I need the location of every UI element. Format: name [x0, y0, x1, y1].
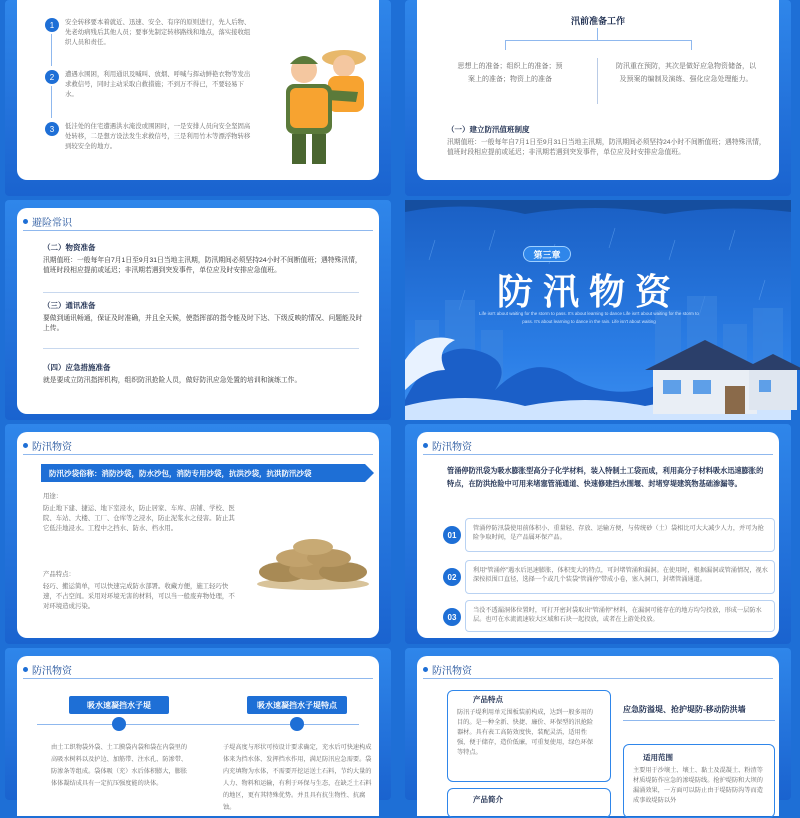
body-emergency: 就是要成立防汛指挥机构，组织防汛抢险人员，做好防汛应急处置的培训和演练工作。: [43, 377, 302, 384]
piping-card: [417, 432, 779, 638]
section-heading: （一）建立防汛值班制度: [447, 125, 530, 134]
divider: [43, 292, 359, 293]
tag-label: 防汛物资: [432, 442, 472, 453]
item-number: 3: [45, 122, 59, 136]
tag-label: 防汛物资: [32, 666, 72, 677]
right-text: 防汛重在预防，其次是做好应急物资储备，以及预案的编制及演练、强化应急处理能力。: [616, 63, 756, 83]
advantage-text: 轻巧、搬运简单，可以快速完成防水部署。收藏方便，施工轻巧快速，不占空间。采用对环境无害的材料，可以当一般废弃物处理，不对环境造成污染。: [43, 583, 235, 610]
item-number: 03: [443, 608, 461, 626]
section-body: 汛期值班：一般每年自7月1日至9月31日当地主汛期，防汛期间必须坚持24小时不间断值班；遇特殊汛情，值班时段相应提前或延迟；非汛期若遇到突发事件，单位应及时安排应急值班。: [447, 139, 766, 156]
section-title: 汛前准备工作: [570, 16, 625, 26]
body-supplies: 汛期值班：一般每年自7月1日至9月31日当地主汛期，防汛期间必须坚持24小时不间断值班；遇特殊汛情，值班时段相应提前或延迟；非汛期若遇到突发事件，单位应及时安排应急值班。: [43, 257, 362, 274]
sandbag-pile-illustration: [253, 532, 373, 592]
safety-card: [17, 208, 379, 414]
advantage-label: 产品特点：: [43, 571, 75, 578]
scope-heading: 适用范围: [643, 753, 673, 762]
tag-underline: [23, 678, 373, 679]
slide-tag: [423, 662, 472, 677]
slide-tag: [23, 438, 72, 453]
vertical-line: [51, 34, 52, 66]
use-label: 用途：: [43, 493, 63, 500]
scope-text: 主要用于沙壤土、壤土、黏土及混凝土、粉渣等材质堤防作应急的渗堤防线。抢护堤防和大坝的漏涌效果，一方面可以防止由于堤防防沟等而造成事故堤防以外: [633, 767, 763, 804]
tag-dot: [23, 219, 28, 224]
divider: [597, 58, 598, 104]
item-text: 当没不透漏洞体位置时，可打开密封袋取出“管涌停”材料，在漏洞可能存在的地方均匀投放，形成一层防水层。也可在水流流速较大区域和石块一起投放，或者在上游处投放。: [473, 607, 762, 623]
body-communication: 要做到通讯畅通，保证及时准确，并且全天候，使指挥部的指令能及时下达、下级反映的情况、问题能及时上传。: [43, 315, 363, 332]
tag-underline: [423, 678, 773, 679]
connector-dot: [112, 717, 126, 731]
item-text: 遭遇水围困，利用通讯及喊叫、放烟、呼喊与挥动鲜艳衣物等发出求救信号，同时主动采取自救措施；不到万不得已，不要轻易下水。: [65, 71, 251, 98]
sandbag-banner: 防汛沙袋俗称：消防沙袋，防水沙包，消防专用沙袋，抗洪沙袋，抗洪防汛沙袋: [41, 464, 365, 482]
left-text: 由土工织物袋外袋、土工膜袋内袋和袋在内袋里的高吸水树料以及护边、加筋带、注水孔、防渗带、防渗条等组成。袋体吸（充）水后体积膨大，膨胀体体凝结成具有一定抗压强度能的块体。: [51, 744, 188, 787]
right-pill: 吸水速凝挡水子堤特点: [247, 696, 347, 714]
tag-dot: [23, 443, 28, 448]
tag-label: 防汛物资: [32, 442, 72, 453]
vertical-line: [51, 86, 52, 118]
item-text: 利用“管涌停”遇水后迅速膨胀，体积变大的特点，可封堵管涌和漏洞。在使用时，根据漏洞或管涌情况，视水深按拟围口直径，选择一个或几个装袋“管涌停”带成小卷，塞入洞口，封堵管涌通道。: [473, 567, 768, 583]
use-text: 防止地下建、捷运、地下室浸水，防止居家、车库、店铺、学校、医院、车站、大楼、工厂、仓库等之浸水，防止泥浆水之侵害。防止其它低洼地浸水。工程中之挡水、防水、档水用。: [43, 505, 235, 532]
connector-dot: [290, 717, 304, 731]
tree-line: [691, 40, 692, 50]
intro-heading: 产品简介: [473, 795, 503, 804]
slide-water-levee: [5, 648, 391, 811]
slide-safety-tips: [5, 200, 391, 420]
left-text: 思想上的准备；组织上的准备；预案上的准备；物资上的准备: [457, 63, 563, 83]
title-underline: [623, 720, 775, 721]
tree-line: [505, 40, 506, 50]
evacuation-card: [17, 0, 379, 180]
chapter-title: 防汛物资: [496, 271, 681, 312]
intro-text: 管涌停防汛袋为吸水膨胀型高分子化学材料，装入特制土工袋而成，利用高分子材料吸水迅速膨胀的特点，在防洪抢险中可用来堵塞管涌通道、快速修建挡水围堰、封堵穿堤建筑物基础渗漏等。: [447, 466, 764, 488]
item-text: 安全转移要本着就近、迅速、安全、有序的原则进行，先人后物、先老幼病残后其他人员；要事先制定转移路线和地点，落实接收组织人员和责任。: [65, 19, 251, 46]
intro-frame: [447, 788, 611, 818]
slide-tag: [23, 662, 72, 677]
item-text: 低洼处的住宅遭遇洪水淹没或围困时，一是安排人员向安全坚固高处转移，二是想方设法发生求救信号，三是利用竹木等漂浮物转移到较安全的地方。: [65, 123, 251, 150]
slide-mobile-wall: [405, 648, 791, 804]
tree-line: [597, 28, 598, 40]
item-number: 2: [45, 70, 59, 84]
tag-underline: [23, 230, 373, 231]
connector-line: [37, 724, 359, 725]
wall-card: [417, 656, 779, 816]
tag-label: 避险常识: [32, 218, 72, 229]
item-text: 管涌停防汛袋使用前体积小、重量轻、存放、运输方便，与传统砂（土）袋相比可大大减少人力，并可为抢险争取时间，是产品属环保产品。: [473, 525, 764, 541]
slide-chapter-cover: [405, 200, 791, 420]
tag-dot: [423, 443, 428, 448]
chapter-subtitle: Life isn't about waiting for the storm to pass. It's about learning to dance Life isn't about waiting for the storm to pass. It's about learning to dance in the rain. Life isn't about waiting: [479, 311, 699, 324]
levee-card: [17, 656, 379, 816]
sandbag-card: [17, 432, 379, 638]
slide-piping-bag: [405, 424, 791, 644]
right-text: 子堤高度与形状可按设计要求确定，充水后可快速构成体来为挡水体、发挥挡水作用，满足防汛应急需要。袋内充填物为水体，不需要开挖运送土石料，节约大量的人力、物料和运输，有利于环保与生态，在缺乏土石料的地区，更有其特殊优势。并且具有抗生物性、抗腐蚀。: [223, 744, 372, 811]
tree-line: [505, 40, 691, 41]
item-number: 01: [443, 526, 461, 544]
item-number: 1: [45, 18, 59, 32]
features-heading: 产品特点: [473, 695, 503, 704]
heading-emergency: （四）应急措施准备: [43, 363, 111, 372]
tag-label: 防汛物资: [432, 666, 472, 677]
slide-tag: [23, 214, 72, 229]
slide-sandbag: [5, 424, 391, 644]
features-text: 防汛子堤利用单元围板装前构成，达到一般多用的目的。是一种全新、快捷、廉价、环保型的汛抢险器材。具有表工高防效度快，装配灵活，适用性强，便于储存，造价低廉，可重复使用，绿色环保等特点。: [457, 709, 594, 756]
left-pill: 吸水速凝挡水子堤: [69, 696, 169, 714]
tag-underline: [423, 454, 773, 455]
tag-underline: [23, 454, 373, 455]
slide-tag: [423, 438, 472, 453]
heading-communication: （三）通讯准备: [43, 301, 96, 310]
item-number: 02: [443, 568, 461, 586]
tag-dot: [423, 667, 428, 672]
slide-preparation: [405, 0, 791, 196]
heading-supplies: （二）物资准备: [43, 243, 96, 252]
banner-arrow: [365, 464, 374, 482]
preparation-card: [417, 0, 779, 180]
tag-dot: [23, 667, 28, 672]
chapter-badge: 第三章: [523, 246, 571, 262]
slide-evacuation: [5, 0, 391, 196]
rescue-soldier-illustration: [262, 30, 382, 170]
divider: [43, 348, 359, 349]
wall-title: 应急防溢堤、抢护堤防-移动防洪墙: [623, 705, 746, 714]
